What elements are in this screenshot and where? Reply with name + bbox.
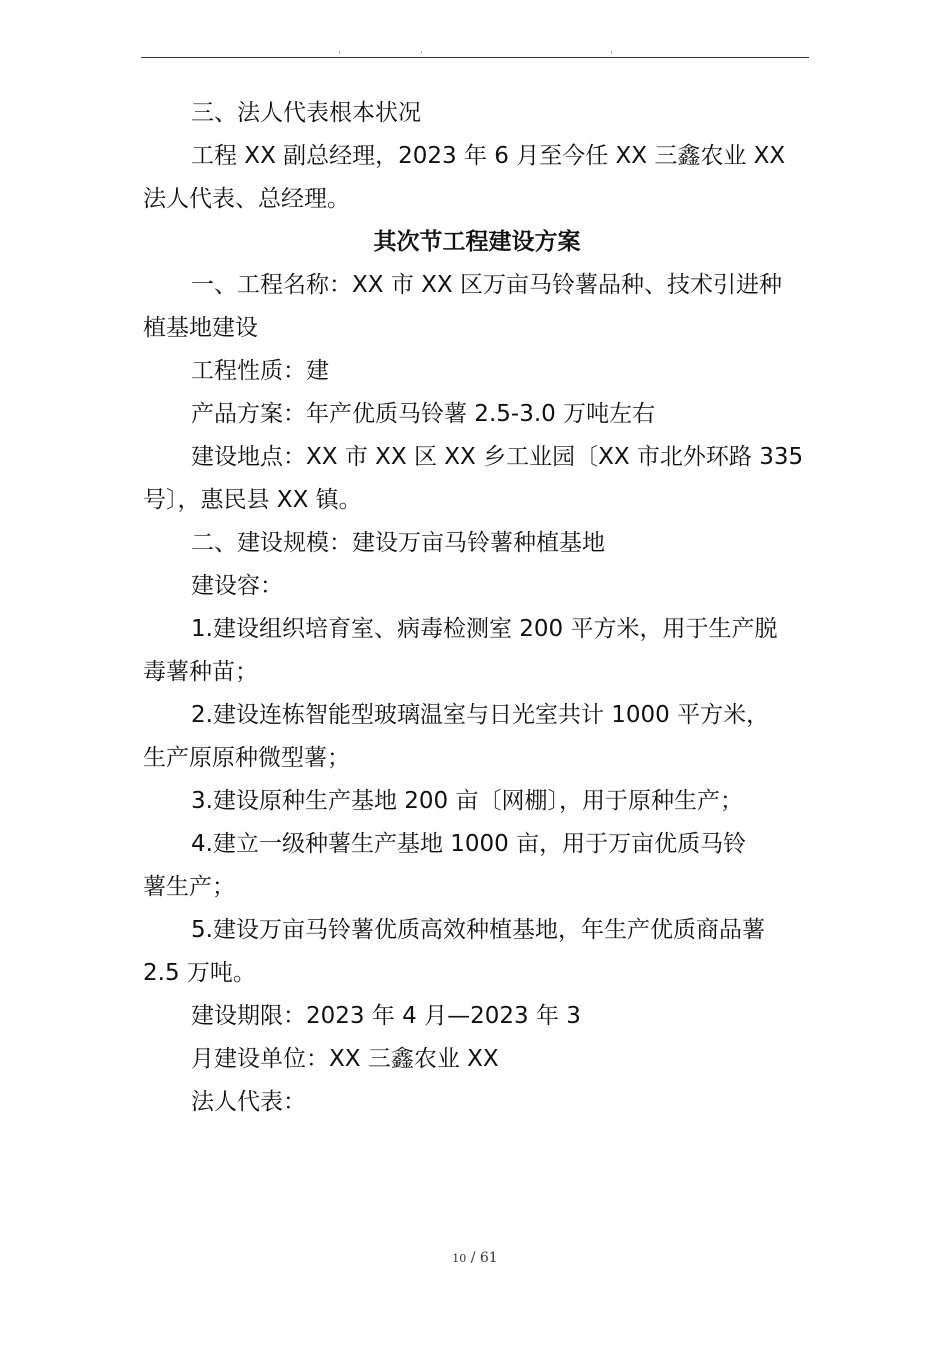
paragraph-line: 植基地建设 <box>143 315 258 341</box>
list-item-continuation: 生产原原种微型薯； <box>143 745 350 771</box>
header-dot: . <box>420 46 423 56</box>
paragraph-line: 一、工程名称：XX 市 XX 区万亩马铃薯品种、技术引进种 <box>191 272 782 298</box>
paragraph-line: 法人代表： <box>191 1089 306 1115</box>
list-item: 5.建设万亩马铃薯优质高效种植基地，年生产优质商品薯 <box>191 917 765 943</box>
paragraph-line: 二、建设规模：建设万亩马铃薯种植基地 <box>191 530 605 556</box>
list-item: 3.建设原种生产基地 200 亩〔网棚〕，用于原种生产； <box>191 788 743 814</box>
paragraph-line: 产品方案：年产优质马铃薯 2.5-3.0 万吨左右 <box>191 401 656 427</box>
paragraph-line: 建设地点：XX 市 XX 区 XX 乡工业园〔XX 市北外环路 335 <box>191 444 804 470</box>
total-pages: 61 <box>479 1250 498 1266</box>
document-body <box>143 92 811 1124</box>
list-item-continuation: 毒薯种苗； <box>143 659 258 685</box>
paragraph-line: 月建设单位：XX 三鑫农业 XX <box>191 1046 499 1072</box>
list-item-continuation: 薯生产； <box>143 874 235 900</box>
header-dot: . <box>610 46 613 56</box>
paragraph-line: 号〕，惠民县 XX 镇。 <box>143 487 362 513</box>
section-title: 其次节工程建设方案 <box>373 229 581 255</box>
page-separator: / <box>470 1250 476 1266</box>
list-item-continuation: 2.5 万吨。 <box>143 960 256 986</box>
section-heading-legal-rep: 三、法人代表根本状况 <box>191 100 421 126</box>
header-dot: . <box>338 46 341 56</box>
paragraph-line: 建设期限：2023 年 4 月—2023 年 3 <box>191 1003 581 1029</box>
page-number <box>0 1250 950 1266</box>
header-divider <box>141 57 809 58</box>
paragraph-line: 法人代表、总经理。 <box>143 186 350 212</box>
paragraph-line: 工程性质：建 <box>191 358 329 384</box>
list-item: 4.建立一级种薯生产基地 1000 亩，用于万亩优质马铃 <box>191 831 747 857</box>
paragraph-line: 工程 XX 副总经理，2023 年 6 月至今任 XX 三鑫农业 XX <box>191 143 786 169</box>
list-item: 2.建设连栋智能型玻璃温室与日光室共计 1000 平方米， <box>191 702 770 728</box>
paragraph-line: 建设容： <box>191 573 283 599</box>
list-item: 1.建设组织培育室、病毒检测室 200 平方米，用于生产脱 <box>191 616 778 642</box>
current-page-number: 10 <box>452 1252 467 1265</box>
